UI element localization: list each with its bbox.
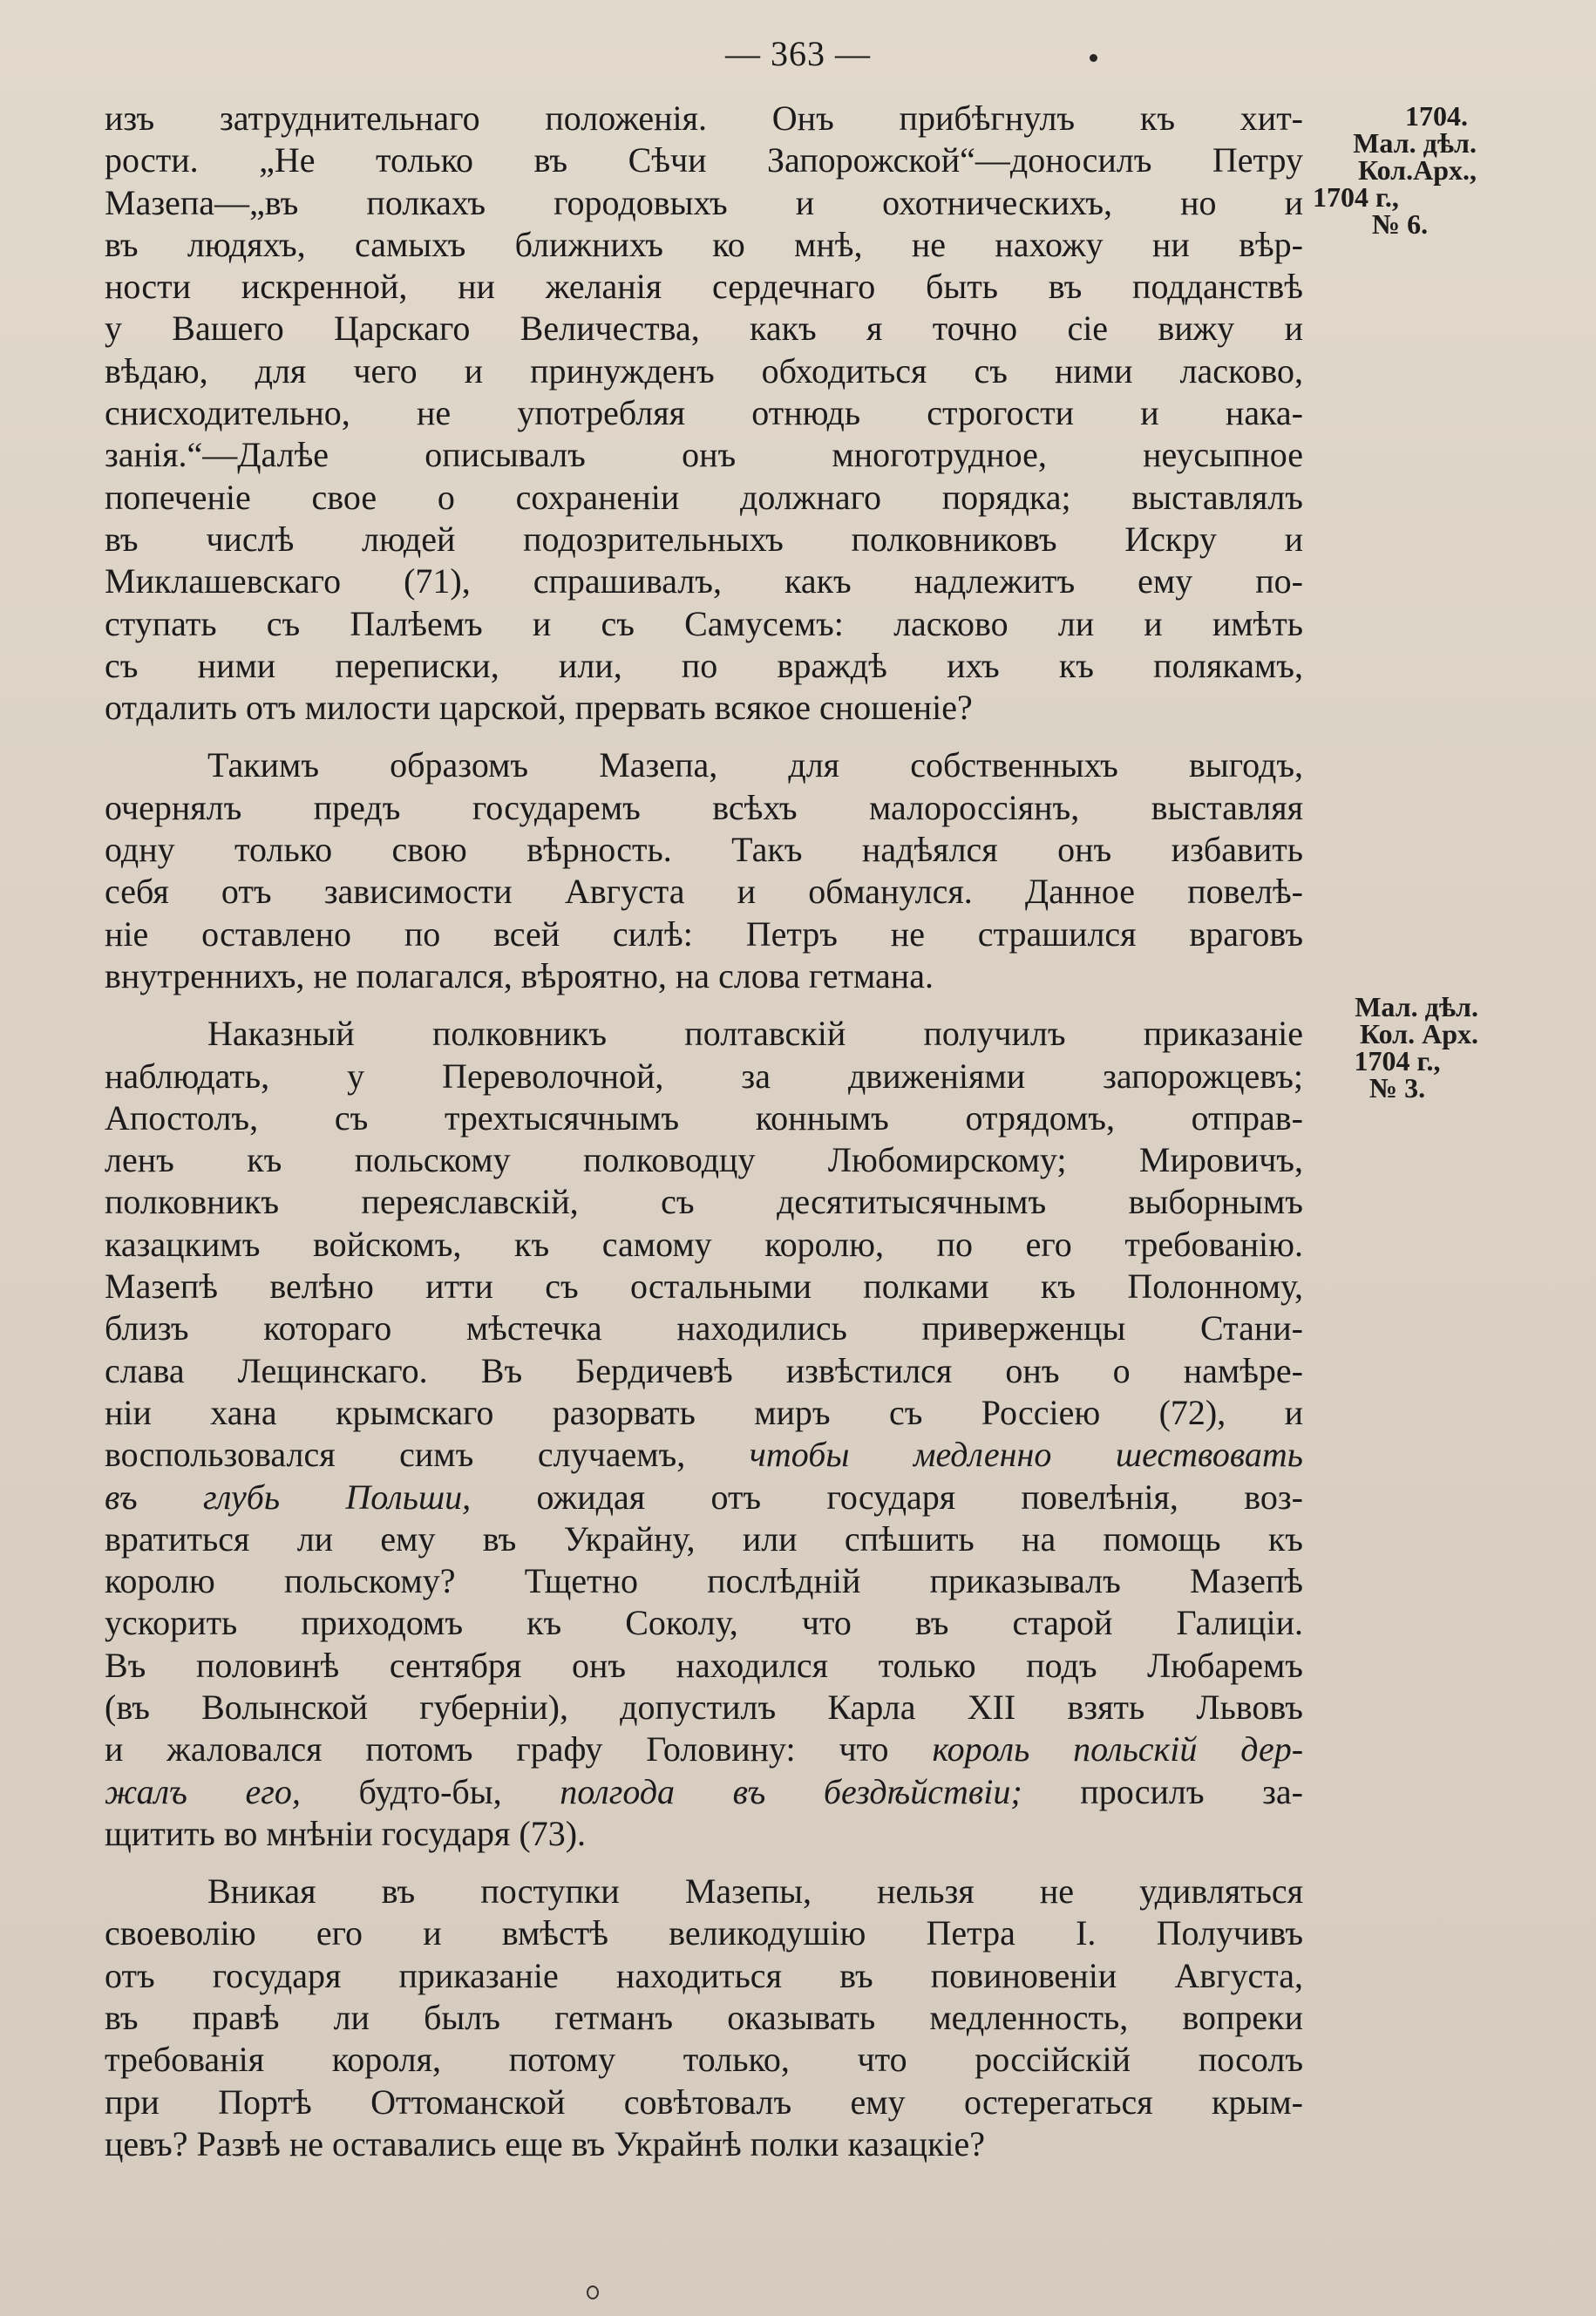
text-line: въ людяхъ, самыхъ ближнихъ ко мнѣ, не нахожу ни вѣр- xyxy=(105,224,1303,264)
text-line: Мазепа—„въ полкахъ городовыхъ и охотническихъ, но и xyxy=(105,182,1303,222)
text-line: казацкимъ войскомъ, къ самому королю, по его требованію. xyxy=(105,1224,1303,1264)
italic-segment: въ глубь Польши, xyxy=(105,1477,472,1517)
text-segment: и жаловался потомъ графу Головину: что xyxy=(105,1729,889,1769)
text-line: рости. „Не только въ Сѣчи Запорожской“—доносилъ Петру xyxy=(105,140,1303,180)
text-line: отъ государя приказаніе находиться въ повиновеніи Августа, xyxy=(105,1955,1303,1995)
text-line: вѣдаю, для чего и принужденъ обходиться съ ними ласково, xyxy=(105,350,1303,391)
text-line: изъ затруднительнаго положенія. Онъ прибѣгнулъ къ хит- xyxy=(105,98,1303,138)
text-line: королю польскому? Тщетно послѣдній приказывалъ Мазепѣ xyxy=(105,1561,1303,1601)
text-segment: будто-бы, xyxy=(358,1771,502,1811)
text-line: въ правѣ ли былъ гетманъ оказывать медленность, вопреки xyxy=(105,1998,1303,2038)
text-segment: просилъ за- xyxy=(1080,1771,1303,1811)
text-line: ступать съ Палѣемъ и съ Самусемъ: ласково ли и имѣть xyxy=(105,603,1303,643)
margin-note-line: Мал. дѣл. xyxy=(1353,127,1477,159)
text-line: цевъ? Развѣ не оставались еще въ Украйнѣ полки казацкіе? xyxy=(105,2123,986,2163)
text-line: внутреннихъ, не полагался, вѣроятно, на слова гетмана. xyxy=(105,955,934,995)
ink-speck xyxy=(1090,54,1097,62)
page-number: — 363 — xyxy=(725,34,871,73)
body-text xyxy=(105,98,1303,2165)
text-line: въ числѣ людей подозрительныхъ полковниковъ Искру и xyxy=(105,519,1303,559)
text-line: полковникъ переяславскій, съ десятитысячнымъ выборнымъ xyxy=(105,1182,1303,1222)
italic-segment: полгода въ бездѣйствіи; xyxy=(560,1771,1022,1811)
text-line: у Вашего Царскаго Величества, какъ я точно сіе вижу и xyxy=(105,309,1303,349)
text-line: съ ними переписки, или, по враждѣ ихъ къ полякамъ, xyxy=(105,645,1303,685)
text-line: ніе оставлено по всей силѣ: Петръ не страшился враговъ xyxy=(105,913,1303,954)
margin-note-line: 1704. xyxy=(1405,100,1468,132)
margin-note-line: 1704 г., xyxy=(1354,1045,1441,1076)
text-line: Такимъ образомъ Мазепа, для собственныхъ выгодъ, xyxy=(207,745,1303,785)
margin-note-line: 1704 г., xyxy=(1313,181,1399,213)
margin-note-line: Кол. Арх. xyxy=(1359,1018,1478,1049)
text-line: щитить во мнѣніи государя (73). xyxy=(105,1813,587,1853)
text-line: своеволію его и вмѣстѣ великодушію Петра I. Получивъ xyxy=(105,1913,1303,1953)
paragraph xyxy=(105,1871,1303,2165)
text-line: слава Лещинскаго. Въ Бердичевѣ извѣстился онъ о намѣре- xyxy=(105,1350,1303,1390)
text-line xyxy=(105,1477,1303,1518)
text-line: при Портѣ Оттоманской совѣтовалъ ему остерегаться крым- xyxy=(105,2082,1303,2122)
text-line xyxy=(105,1771,1303,1813)
text-line: себя отъ зависимости Августа и обманулся. Данное повелѣ- xyxy=(105,872,1303,912)
text-line: ніи хана крымскаго разорвать миръ съ Россіею (72), и xyxy=(105,1392,1303,1432)
text-line: Вникая въ поступки Мазепы, нельзя не удивляться xyxy=(207,1871,1303,1912)
text-line: Апостолъ, съ трехтысячнымъ коннымъ отрядомъ, отправ- xyxy=(105,1097,1303,1138)
text-line: одну только свою вѣрность. Такъ надѣялся онъ избавить xyxy=(105,830,1303,870)
text-line: близъ котораго мѣстечка находились приверженцы Стани- xyxy=(105,1308,1303,1348)
text-line: отдалить отъ милости царской, прервать всякое сношеніе? xyxy=(105,688,973,728)
text-line: ускорить приходомъ къ Соколу, что въ старой Галиціи. xyxy=(105,1603,1303,1643)
text-segment: воспользовался симъ случаемъ, xyxy=(105,1435,686,1475)
text-line: Наказный полковникъ полтавскій получилъ приказаніе xyxy=(207,1014,1303,1054)
text-line: ности искренной, ни желанія сердечнаго быть въ подданствѣ xyxy=(105,267,1303,307)
text-line: Мазепѣ велѣно итти съ остальными полками къ Полонному, xyxy=(105,1267,1303,1307)
text-line: вратиться ли ему въ Украйну, или спѣшить на помощь къ xyxy=(105,1518,1303,1559)
text-line: наблюдать, у Переволочной, за движеніями запорожцевъ; xyxy=(105,1056,1303,1096)
paragraph xyxy=(105,744,1303,997)
text-line: попеченіе свое о сохраненіи должнаго порядка; выставлялъ xyxy=(105,477,1303,517)
text-line: требованія короля, потому только, что россійскій посолъ xyxy=(105,2040,1303,2080)
margin-note-1 xyxy=(1306,100,1477,240)
italic-segment: король польскій дер- xyxy=(932,1729,1304,1769)
margin-note-line: № 3. xyxy=(1368,1072,1426,1104)
text-line: (въ Волынской губерніи), допустилъ Карла XII взять Львовъ xyxy=(105,1687,1303,1727)
text-line: очернялъ предъ государемъ всѣхъ малороссіянъ, выставляя xyxy=(105,787,1303,827)
paragraph xyxy=(105,98,1303,729)
text-line xyxy=(105,1729,1303,1770)
margin-note-line: № 6. xyxy=(1371,208,1429,240)
ink-speck xyxy=(587,2285,599,2299)
text-line: Въ половинѣ сентября онъ находился только подъ Любаремъ xyxy=(105,1645,1303,1685)
text-line: ленъ къ польскому полководцу Любомирскому; Мировичъ, xyxy=(105,1140,1303,1180)
margin-note-line: Мал. дѣл. xyxy=(1355,991,1478,1022)
text-line xyxy=(105,1434,1303,1476)
margin-note-line: Кол.Арх., xyxy=(1357,154,1477,186)
text-line: снисходительно, не употребляя отнюдь строгости и нака- xyxy=(105,393,1303,433)
text-line: занія.“—Далѣе описывалъ онъ многотрудное, неусыпное xyxy=(105,435,1303,475)
italic-segment: чтобы медленно шествовать xyxy=(749,1435,1304,1475)
margin-note-2 xyxy=(1307,991,1478,1104)
paragraph xyxy=(105,1013,1303,1855)
text-line: Миклашевскаго (71), спрашивалъ, какъ надлежитъ ему по- xyxy=(105,561,1303,601)
italic-segment: жалъ его, xyxy=(105,1771,301,1811)
text-segment: ожидая отъ государя повелѣнія, воз- xyxy=(536,1477,1304,1517)
